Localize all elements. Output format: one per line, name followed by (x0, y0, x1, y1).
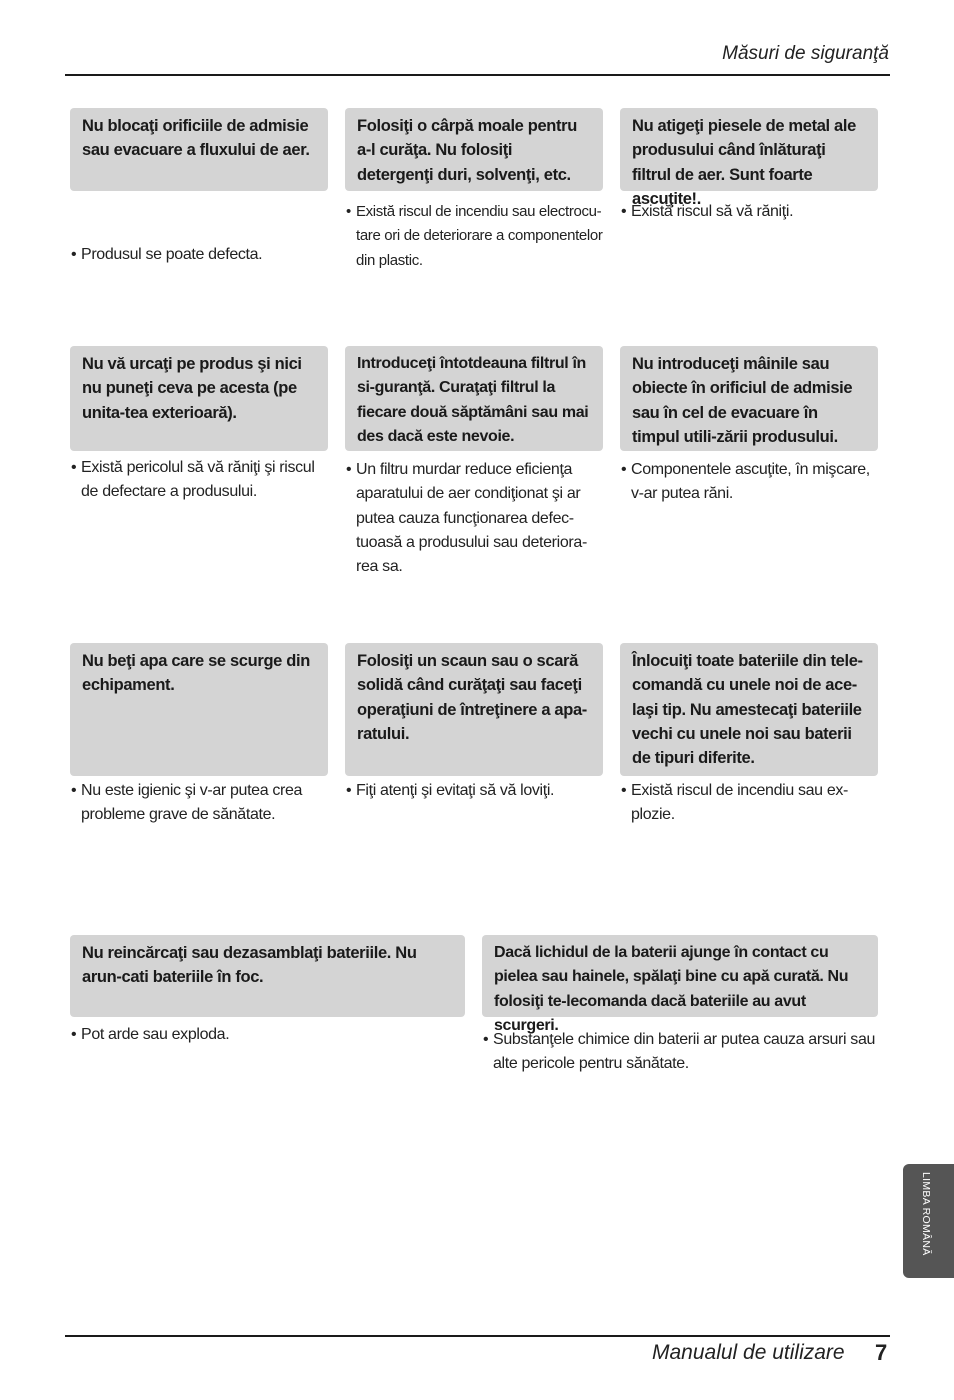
language-tab-label: LIMBA ROMÂNĂ (920, 1172, 932, 1256)
warning-note-text: Există pericolul să vă răniţi şi riscul de defectare a produsului. (81, 459, 315, 501)
warning-heading: Nu beţi apa care se scurge din echipament. (82, 652, 310, 695)
warning-heading: Nu introduceţi mâinile sau obiecte în orificiul de admisie sau în cel de evacuare în timpul utili-zării produsului. (632, 355, 853, 446)
warning-box-7 (70, 643, 328, 776)
warning-box-6 (620, 346, 878, 451)
warning-note-text: Produsul se poate defecta. (81, 246, 263, 263)
warning-note-text: Un filtru murdar reduce eficienţa aparatului de aer condiţionat şi ar putea cauza funcţionarea defec-tuoasă a produsului sau deteriora-rea sa. (356, 461, 587, 576)
warning-heading: Nu atigeţi piesele de metal ale produsului când înlăturaţi filtrul de aer. Sunt foarte ascuţite!. (632, 117, 856, 208)
warning-note-text: Există riscul să vă răniţi. (631, 203, 794, 220)
warning-note-6: • Componentele ascuţite, în mişcare, v-ar putea răni. (621, 461, 870, 503)
warning-note-10: • Pot arde sau exploda. (71, 1026, 230, 1043)
warning-note-7: • Nu este igienic şi v-ar putea crea probleme grave de sănătate. (71, 782, 303, 824)
warning-note-1: • Produsul se poate defecta. (71, 246, 263, 263)
warning-heading: Nu blocaţi orificiile de admisie sau evacuare a fluxului de aer. (82, 117, 310, 160)
warning-box-2 (345, 108, 603, 191)
warning-note-9: • Există riscul de incendiu sau ex-plozie. (621, 782, 849, 824)
warning-box-4 (70, 346, 328, 451)
warning-note-8: • Fiţi atenţi şi evitaţi să vă loviţi. (346, 782, 555, 799)
warning-box-1 (70, 108, 328, 191)
warning-box-3 (620, 108, 878, 208)
warning-note-text: Componentele ascuţite, în mişcare, v-ar putea răni. (631, 461, 870, 503)
language-tab (903, 1164, 954, 1278)
warning-note-5: • Un filtru murdar reduce eficienţa aparatului de aer condiţionat şi ar putea cauza funcţionarea defec-tuoasă a produsului sau deteriora-rea sa. (346, 461, 587, 576)
footer-title: Manualul de utilizare (652, 1341, 845, 1364)
warning-note-4: • Există pericolul să vă răniţi şi riscul de defectare a produsului. (71, 459, 315, 501)
warning-heading: Dacă lichidul de la baterii ajunge în contact cu pielea sau hainele, spălaţi bine cu apă curată. Nu folosiţi te-lecomanda dacă bateriile au avut scurgeri. (494, 944, 849, 1034)
footer-rule (65, 1335, 890, 1337)
warning-box-11 (482, 935, 878, 1034)
warning-box-10 (70, 935, 465, 1017)
warning-heading: Nu vă urcaţi pe produs şi nici nu puneţi ceva pe acesta (pe unita-tea exterioară). (82, 355, 302, 422)
header-rule (65, 74, 890, 76)
warning-note-2: • Există riscul de incendiu sau electrocu-tare ori de deteriorare a componentelor din plastic. (346, 203, 603, 269)
warning-box-8 (345, 643, 603, 776)
warning-note-text: Există riscul de incendiu sau electrocu-tare ori de deteriorare a componentelor din plastic. (356, 203, 603, 269)
warning-heading: Folosiţi un scaun sau o scară solidă când curăţaţi sau faceţi operaţiuni de întreţinere a apa-ratului. (357, 652, 587, 743)
warning-heading: Introduceţi întotdeauna filtrul în si-guranţă. Curaţaţi filtrul la fiecare două săptămâni sau mai des dacă este nevoie. (357, 355, 589, 445)
warning-note-text: Pot arde sau exploda. (81, 1026, 230, 1043)
warning-heading: Folosiţi o cârpă moale pentru a-l curăţa. Nu folosiţi detergenţi duri, solvenţi, etc. (357, 117, 577, 184)
warning-note-text: Există riscul de incendiu sau ex-plozie. (631, 782, 849, 824)
page-number: 7 (875, 1340, 888, 1365)
warning-box-5 (345, 346, 603, 451)
warning-note-text: Nu este igienic şi v-ar putea crea probleme grave de sănătate. (81, 782, 303, 824)
warning-note-3: • Există riscul să vă răniţi. (621, 203, 794, 220)
warning-box-9 (620, 643, 878, 776)
warning-note-11: • Substanţele chimice din baterii ar putea cauza arsuri sau alte pericole pentru sănătate. (483, 1031, 876, 1073)
page-header-title: Măsuri de siguranţă (722, 43, 889, 64)
warning-note-text: Fiţi atenţi şi evitaţi să vă loviţi. (356, 782, 555, 799)
warning-heading: Înlocuiţi toate bateriile din tele-comandă cu unele noi de ace-laşi tip. Nu amestecaţi bateriile vechi cu unele noi sau baterii de tipuri diferite. (632, 652, 863, 768)
warning-heading: Nu reincărcaţi sau dezasamblaţi bateriile. Nu arun-cati bateriile în foc. (82, 944, 417, 987)
warning-note-text: Substanţele chimice din baterii ar putea cauza arsuri sau alte pericole pentru sănătate. (493, 1031, 876, 1073)
